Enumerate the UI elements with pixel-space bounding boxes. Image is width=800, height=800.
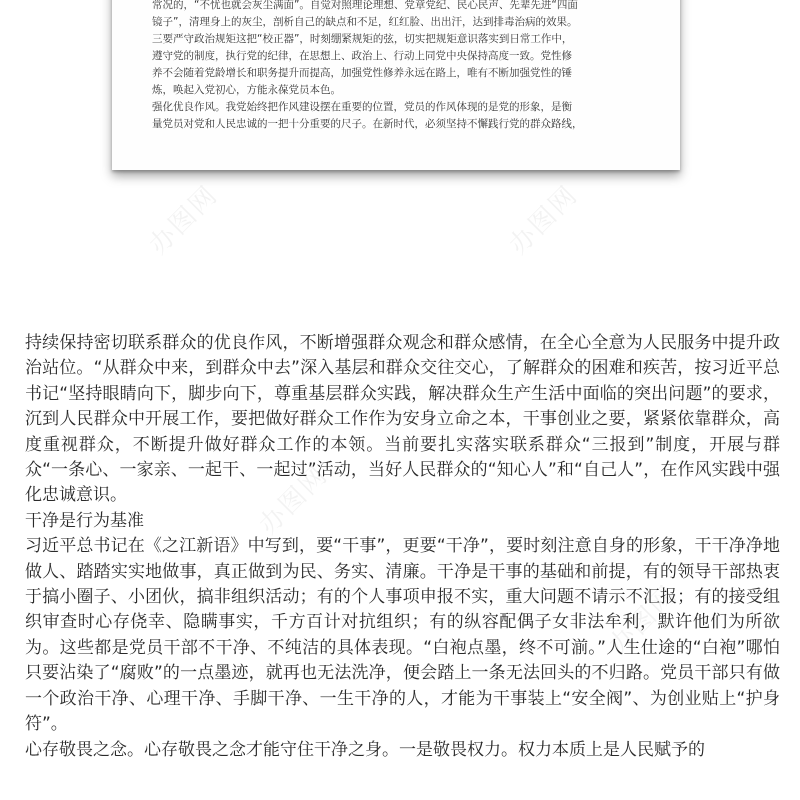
- watermark: 办图网: [253, 459, 335, 541]
- document-preview-card: [112, 0, 680, 170]
- preview-line: 炼，唤起入党初心，方能永葆党员本色。: [152, 84, 341, 96]
- watermark: 办图网: [603, 579, 685, 661]
- article-paragraph: 心存敬畏之念。心存敬畏之念才能守住干净之身。一是敬畏权力。权力本质上是人民赋予的: [25, 739, 705, 760]
- preview-line: 镜子”，清理身上的灰尘，剖析自己的缺点和不足，红红脸、出出汗，达到排毒治病的效果。: [152, 16, 578, 28]
- article-paragraph: 持续保持密切联系群众的优良作风，不断增强群众观念和群众感情，在全心全意为人民服务中提升政治站位。“从群众中来，到群众中去”深入基层和群众交往交心，了解群众的困难和疾苦，按习近平总书记“坚持眼睛向下，脚步向下，尊重基层群众实践，解决群众生产生活中面临的突出问题”的要求，沉到人民群众中开展工作，要把做好群众工作作为安身立命之本，干事创业之要，紧紧依靠群众，高度重视群众，不断提升做好群众工作的本领。当前要扎实落实联系群众“三报到”制度，开展与群众“一条心、一家亲、一起干、一起过”活动，当好人民群众的“知心人”和“自己人”，在作风实践中强化忠诚意识。: [25, 333, 780, 506]
- article-paragraph: 习近平总书记在《之江新语》中写到，要“干事”，更要“干净”，要时刻注意自身的形象，干干净净地做人、踏踏实实地做事，真正做到为民、务实、清廉。干净是干事的基础和前提，有的领导干部热衷于搞小圈子、小团伙，搞非组织活动；有的个人事项申报不实，重大问题不请示不汇报；有的接受组织审查时心存侥幸、隐瞒事实，千方百计对抗组织；有的纵容配偶子女非法牟利，默许他们为所欲为。这些都是党员干部不干净、不纯洁的具体表现。“白袍点墨，终不可湔。”人生仕途的“白袍”哪怕只要沾染了“腐败”的一点墨迹，就再也无法洗净，便会踏上一条无法回头的不归路。党员干部只有做一个政治干净、心理干净、手脚干净、一生干净的人，才能为干事装上“安全阀”、为创业贴上“护身符”。: [25, 536, 780, 735]
- preview-line: 三要严守政治规矩这把“校正器”，时刻绷紧规矩的弦，切实把规矩意识落实到日常工作中，: [152, 33, 573, 45]
- watermark: 办图网: [143, 179, 225, 261]
- article-body: [25, 331, 780, 763]
- preview-line: 遵守党的制度，执行党的纪律，在思想上、政治上、行动上同党中央保持高度一致。党性修: [152, 50, 572, 62]
- preview-line: 量党员对党和人民忠诚的一把十分重要的尺子。在新时代，必须坚持不懈践行党的群众路线，: [152, 118, 583, 130]
- section-heading: 干净是行为基准: [25, 510, 144, 531]
- preview-line: 养不会随着党龄增长和职务提升而提高，加强党性修养永远在路上，唯有不断加强党性的锤: [152, 67, 572, 79]
- watermark: 办图网: [503, 179, 585, 261]
- preview-line: 强化优良作风。我党始终把作风建设摆在重要的位置，党员的作风体现的是党的形象，是衡: [152, 101, 572, 113]
- preview-line: 常况的，“不忧也就会灰尘满面”。自觉对照理论理想、党章党纪、民心民声、先辈先进“四面: [152, 0, 578, 11]
- document-preview-text: [152, 0, 652, 133]
